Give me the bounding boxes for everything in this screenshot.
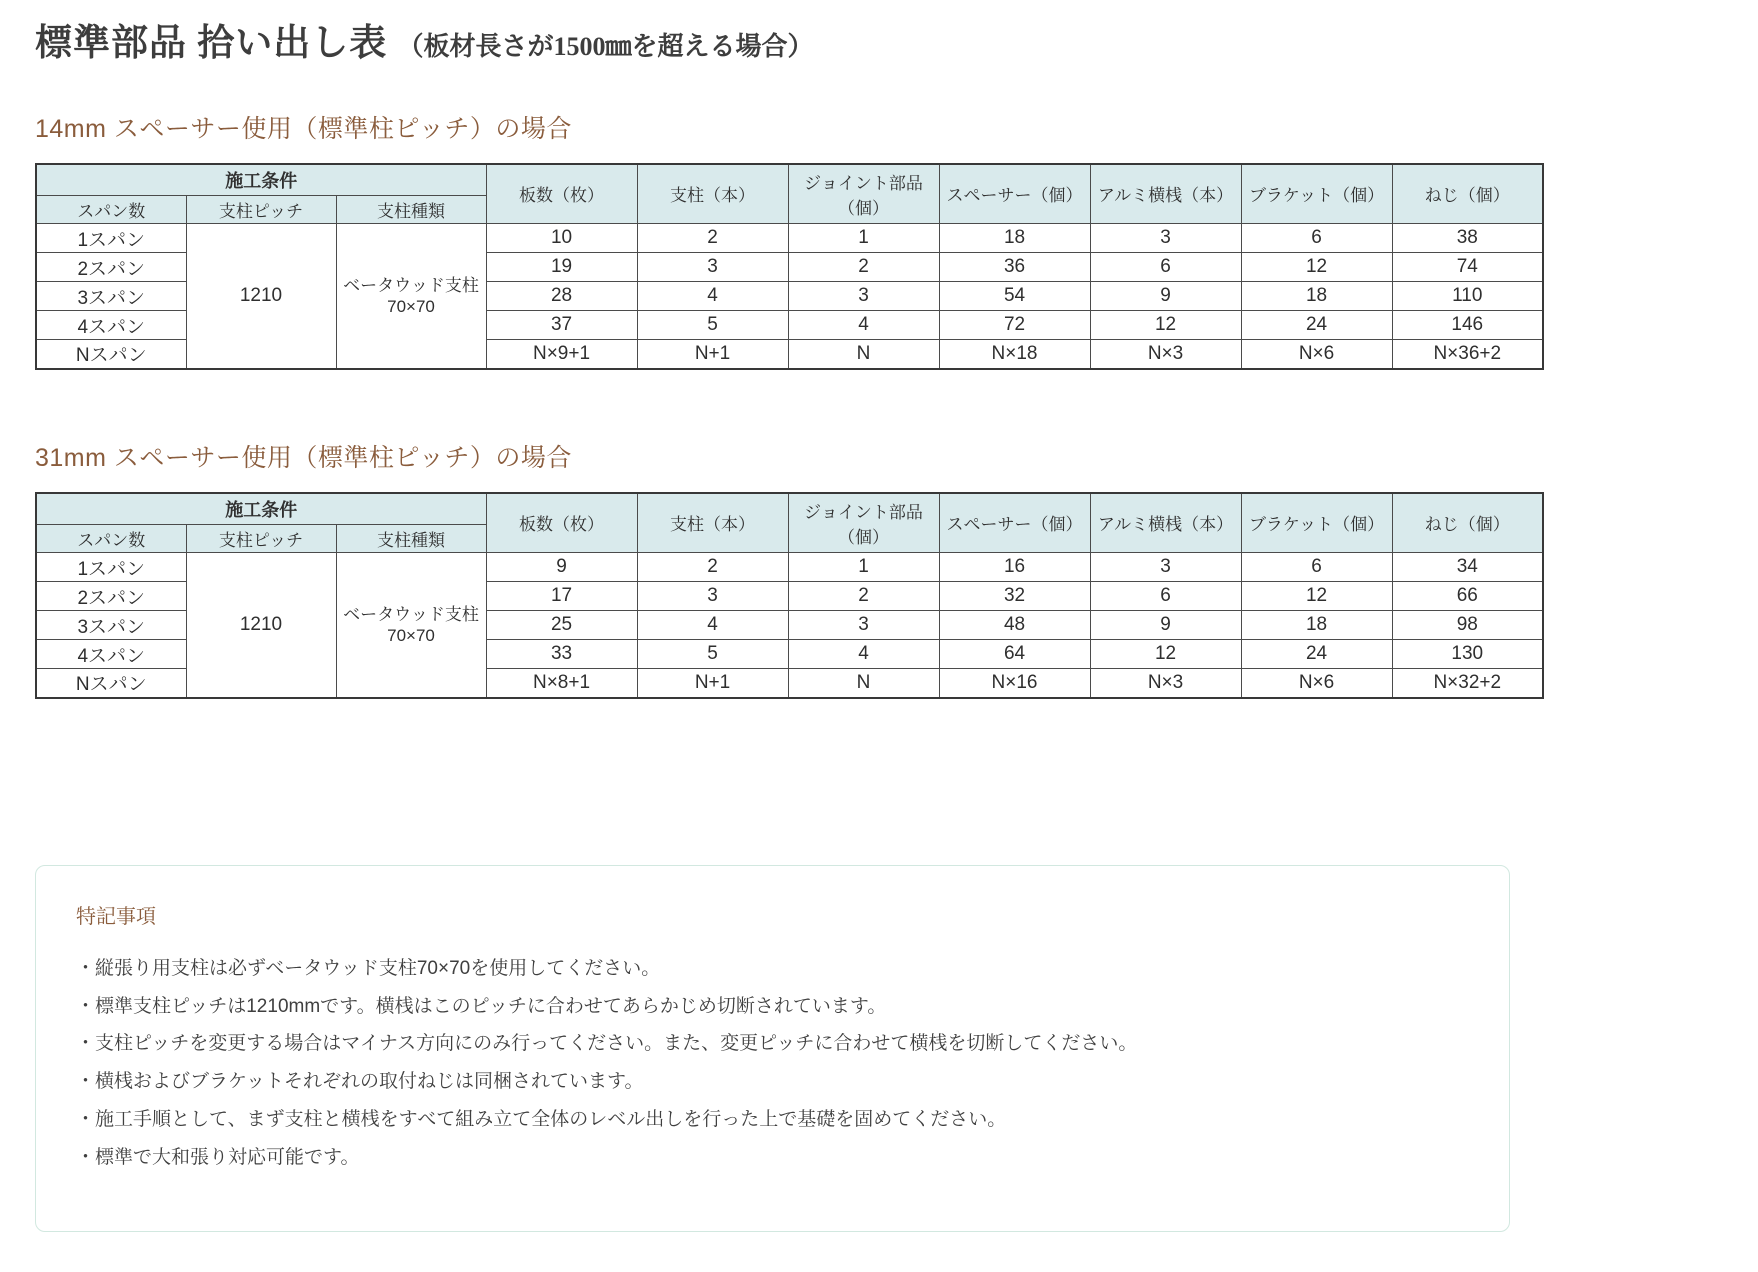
cell-spacers: N×16 xyxy=(939,669,1090,698)
cell-boards: 25 xyxy=(486,611,637,640)
cell-brackets: 18 xyxy=(1241,611,1392,640)
cell-boards: 37 xyxy=(486,311,637,340)
header-post-count: 支柱（本） xyxy=(637,493,788,553)
page-title-note: （板材長さが1500㎜を超える場合） xyxy=(397,32,814,61)
cell-brackets: 18 xyxy=(1241,282,1392,311)
cell-screws: 110 xyxy=(1392,282,1543,311)
page-title xyxy=(35,24,1723,65)
cell-boards: 28 xyxy=(486,282,637,311)
table-row xyxy=(36,224,1543,253)
post-type-value xyxy=(336,224,486,369)
cell-brackets: 24 xyxy=(1241,640,1392,669)
cell-joints: 1 xyxy=(788,224,939,253)
cell-screws: 130 xyxy=(1392,640,1543,669)
span-label: 3スパン xyxy=(36,611,186,640)
header-span-count: スパン数 xyxy=(36,525,186,553)
span-label: 4スパン xyxy=(36,640,186,669)
cell-screws: N×36+2 xyxy=(1392,340,1543,369)
note-item-2: ・標準支柱ピッチは1210mmです。横桟はこのピッチに合わせてあらかじめ切断されています。 xyxy=(76,995,887,1017)
section-heading-14mm: 14mm スペーサー使用（標準柱ピッチ）の場合 xyxy=(35,114,572,143)
span-label: 4スパン xyxy=(36,311,186,340)
cell-posts: 2 xyxy=(637,553,788,582)
post-type-value xyxy=(336,553,486,698)
cell-spacers: 32 xyxy=(939,582,1090,611)
span-label: Nスパン xyxy=(36,340,186,369)
cell-rails: 12 xyxy=(1090,640,1241,669)
cell-posts: 4 xyxy=(637,611,788,640)
cell-brackets: N×6 xyxy=(1241,669,1392,698)
note-item-4: ・横桟およびブラケットそれぞれの取付ねじは同梱されています。 xyxy=(76,1071,644,1093)
cell-joints: 2 xyxy=(788,253,939,282)
cell-posts: 2 xyxy=(637,224,788,253)
cell-joints: 1 xyxy=(788,553,939,582)
cell-screws: N×32+2 xyxy=(1392,669,1543,698)
section-31mm-spacer xyxy=(35,438,1723,699)
cell-posts: 3 xyxy=(637,253,788,282)
cell-rails: 3 xyxy=(1090,553,1241,582)
cell-spacers: N×18 xyxy=(939,340,1090,369)
cell-brackets: N×6 xyxy=(1241,340,1392,369)
cell-posts: N+1 xyxy=(637,340,788,369)
cell-rails: 6 xyxy=(1090,582,1241,611)
section-14mm-spacer xyxy=(35,109,1723,370)
header-spacer-count: スペーサー（個） xyxy=(939,493,1090,553)
cell-rails: N×3 xyxy=(1090,669,1241,698)
cell-rails: 9 xyxy=(1090,282,1241,311)
note-item-6: ・標準で大和張り対応可能です。 xyxy=(76,1147,360,1169)
cell-rails: 12 xyxy=(1090,311,1241,340)
cell-joints: N xyxy=(788,340,939,369)
cell-rails: 9 xyxy=(1090,611,1241,640)
cell-brackets: 6 xyxy=(1241,553,1392,582)
header-board-count: 板数（枚） xyxy=(486,493,637,553)
span-label: 2スパン xyxy=(36,253,186,282)
cell-screws: 98 xyxy=(1392,611,1543,640)
cell-screws: 146 xyxy=(1392,311,1543,340)
cell-brackets: 12 xyxy=(1241,582,1392,611)
header-post-type: 支柱種類 xyxy=(336,196,486,224)
section-heading-31mm: 31mm スペーサー使用（標準柱ピッチ）の場合 xyxy=(35,443,572,472)
cell-spacers: 64 xyxy=(939,640,1090,669)
header-post-pitch: 支柱ピッチ xyxy=(186,525,336,553)
parts-table-31mm xyxy=(35,492,1544,699)
cell-screws: 34 xyxy=(1392,553,1543,582)
cell-posts: 4 xyxy=(637,282,788,311)
cell-posts: 5 xyxy=(637,640,788,669)
cell-joints: 2 xyxy=(788,582,939,611)
span-label: 1スパン xyxy=(36,224,186,253)
cell-spacers: 48 xyxy=(939,611,1090,640)
notes-heading: 特記事項 xyxy=(76,905,156,928)
cell-posts: N+1 xyxy=(637,669,788,698)
span-label: 3スパン xyxy=(36,282,186,311)
span-label: Nスパン xyxy=(36,669,186,698)
post-type-line2: 70×70 xyxy=(387,625,435,645)
cell-boards: 19 xyxy=(486,253,637,282)
table-row xyxy=(36,553,1543,582)
notes-box xyxy=(35,865,1510,1232)
header-post-count: 支柱（本） xyxy=(637,164,788,224)
header-bracket-count: ブラケット（個） xyxy=(1241,164,1392,224)
cell-joints: 4 xyxy=(788,311,939,340)
cell-rails: 3 xyxy=(1090,224,1241,253)
cell-brackets: 24 xyxy=(1241,311,1392,340)
cell-boards: 17 xyxy=(486,582,637,611)
cell-screws: 66 xyxy=(1392,582,1543,611)
parts-table-14mm xyxy=(35,163,1544,370)
header-board-count: 板数（枚） xyxy=(486,164,637,224)
header-rail-count: アルミ横桟（本） xyxy=(1090,493,1241,553)
header-rail-count: アルミ横桟（本） xyxy=(1090,164,1241,224)
cell-rails: N×3 xyxy=(1090,340,1241,369)
cell-brackets: 6 xyxy=(1241,224,1392,253)
header-post-pitch: 支柱ピッチ xyxy=(186,196,336,224)
header-bracket-count: ブラケット（個） xyxy=(1241,493,1392,553)
header-screw-count: ねじ（個） xyxy=(1392,493,1543,553)
header-span-count: スパン数 xyxy=(36,196,186,224)
header-joint-count: ジョイント部品（個） xyxy=(788,493,939,553)
cell-boards: N×8+1 xyxy=(486,669,637,698)
cell-spacers: 16 xyxy=(939,553,1090,582)
cell-boards: 33 xyxy=(486,640,637,669)
cell-screws: 38 xyxy=(1392,224,1543,253)
note-item-1: ・縦張り用支柱は必ずベータウッド支柱70×70を使用してください。 xyxy=(76,957,661,979)
cell-joints: 4 xyxy=(788,640,939,669)
cell-spacers: 18 xyxy=(939,224,1090,253)
header-install-conditions: 施工条件 xyxy=(36,164,486,196)
cell-posts: 5 xyxy=(637,311,788,340)
post-type-line1: ベータウッド支柱 xyxy=(343,604,479,624)
header-joint-count: ジョイント部品（個） xyxy=(788,164,939,224)
cell-boards: N×9+1 xyxy=(486,340,637,369)
note-item-5: ・施工手順として、まず支柱と横桟をすべて組み立て全体のレベル出しを行った上で基礎を固めてください。 xyxy=(76,1109,1007,1131)
pitch-value: 1210 xyxy=(186,553,336,698)
page-title-main: 標準部品 拾い出し表 xyxy=(35,23,388,64)
post-type-line2: 70×70 xyxy=(387,296,435,316)
cell-screws: 74 xyxy=(1392,253,1543,282)
header-install-conditions: 施工条件 xyxy=(36,493,486,525)
header-post-type: 支柱種類 xyxy=(336,525,486,553)
cell-joints: N xyxy=(788,669,939,698)
header-spacer-count: スペーサー（個） xyxy=(939,164,1090,224)
cell-spacers: 72 xyxy=(939,311,1090,340)
cell-boards: 10 xyxy=(486,224,637,253)
cell-posts: 3 xyxy=(637,582,788,611)
post-type-line1: ベータウッド支柱 xyxy=(343,275,479,295)
cell-boards: 9 xyxy=(486,553,637,582)
note-item-3: ・支柱ピッチを変更する場合はマイナス方向にのみ行ってください。また、変更ピッチに合わせて横桟を切断してください。 xyxy=(76,1033,1138,1055)
cell-rails: 6 xyxy=(1090,253,1241,282)
cell-joints: 3 xyxy=(788,611,939,640)
cell-spacers: 36 xyxy=(939,253,1090,282)
span-label: 1スパン xyxy=(36,553,186,582)
span-label: 2スパン xyxy=(36,582,186,611)
pitch-value: 1210 xyxy=(186,224,336,369)
cell-joints: 3 xyxy=(788,282,939,311)
cell-brackets: 12 xyxy=(1241,253,1392,282)
cell-spacers: 54 xyxy=(939,282,1090,311)
header-screw-count: ねじ（個） xyxy=(1392,164,1543,224)
